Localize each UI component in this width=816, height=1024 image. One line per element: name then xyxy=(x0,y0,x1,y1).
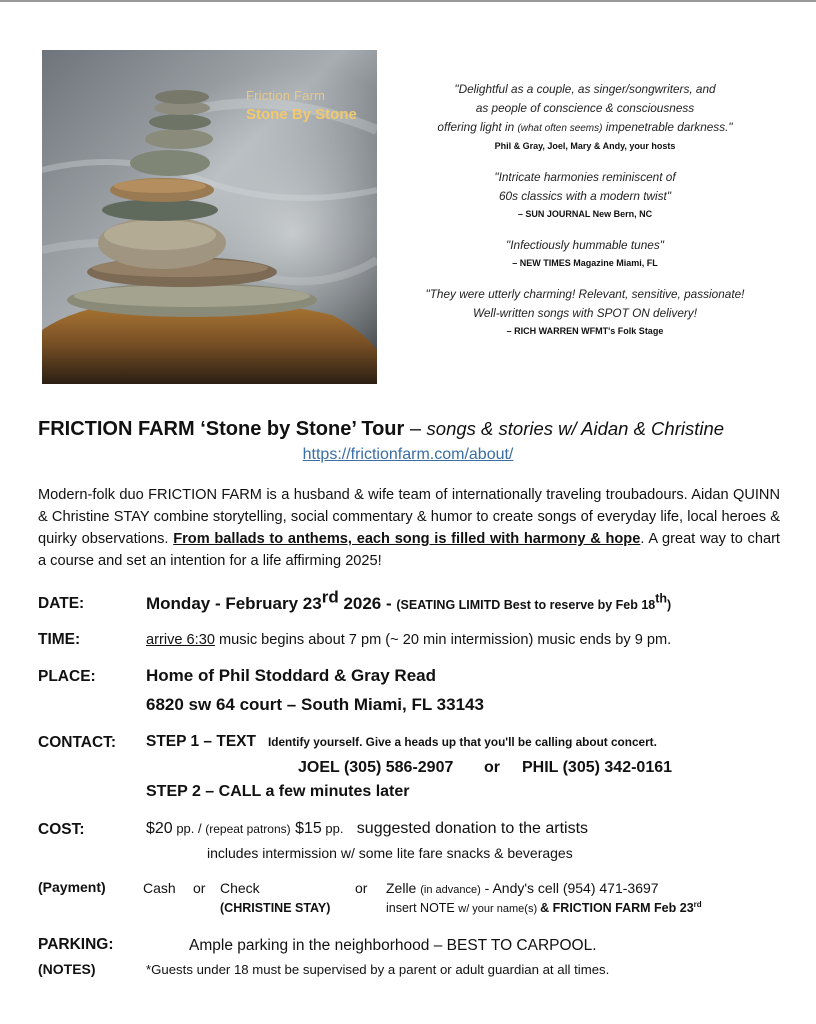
quote-line: "Infectiously hummable tunes" xyxy=(506,238,664,252)
payment-label: (Payment) xyxy=(38,879,106,895)
payment-note-text: w/ your name(s) xyxy=(458,903,541,915)
payment-zelle-label: Zelle xyxy=(386,880,421,896)
time-arrive: arrive 6:30 xyxy=(146,632,215,648)
quote-attribution: – RICH WARREN WFMT's Folk Stage xyxy=(506,326,664,336)
contact-or: or xyxy=(484,759,500,776)
place-host: Home of Phil Stoddard & Gray Read xyxy=(146,666,436,685)
quote-line: 60s classics with a modern twist" xyxy=(498,189,672,203)
payment-cash: Cash xyxy=(143,880,176,896)
time-label: TIME: xyxy=(38,631,81,648)
payment-note xyxy=(386,901,702,915)
quote-sun-journal xyxy=(395,168,775,222)
quote-attribution: – NEW TIMES Magazine Miami, FL xyxy=(512,258,658,268)
quote-line: Well-written songs with SPOT ON delivery! xyxy=(473,306,697,320)
payment-check-payee: (CHRISTINE STAY) xyxy=(220,901,331,915)
cost-repeat-note: (repeat patrons) xyxy=(205,822,291,836)
notes-label: (NOTES) xyxy=(38,961,96,977)
cost-pp: pp. xyxy=(321,821,344,836)
intro-tail: . A great way to chart a course and set an intention for a life affirming 2025! xyxy=(38,531,780,569)
album-title: Stone By Stone xyxy=(246,106,357,123)
contact-step2: STEP 2 – CALL a few minutes later xyxy=(146,783,410,800)
date-note: (SEATING LIMITD Best to reserve by Feb 18 xyxy=(396,598,656,612)
quote-line xyxy=(395,118,775,138)
quote-line: as people of conscience & consciousness xyxy=(475,101,695,115)
contact-phil-phone: PHIL (305) 342-0161 xyxy=(522,759,673,776)
quote-text: impenetrable darkness." xyxy=(602,120,733,134)
parking-text: Ample parking in the neighborhood – BEST TO CARPOOL. xyxy=(189,937,597,954)
payment-note-suffix: rd xyxy=(693,899,702,909)
stacked-stones-image xyxy=(42,50,377,384)
quote-attribution: – SUN JOURNAL New Bern, NC xyxy=(517,209,653,219)
album-cover xyxy=(42,50,377,384)
press-quotes xyxy=(395,80,775,353)
cost-suggested: suggested donation to the artists xyxy=(343,820,589,837)
payment-check: Check xyxy=(220,880,260,896)
tour-headline xyxy=(38,418,798,441)
quote-aside: (what often seems) xyxy=(517,123,603,134)
quote-text: offering light in xyxy=(437,120,518,134)
date-suffix: rd xyxy=(321,587,339,607)
date-note-end: ) xyxy=(667,598,672,612)
cost-label: COST: xyxy=(38,821,85,838)
time-details: music begins about 7 pm (~ 20 min intermission) music ends by 9 pm. xyxy=(214,632,672,648)
cost-repeat-price: $15 xyxy=(290,820,322,837)
parking-label: PARKING: xyxy=(38,936,114,953)
contact-step1-title: STEP 1 – TEXT xyxy=(146,733,256,750)
date-note-suffix: th xyxy=(655,591,668,606)
date-year: 2026 - xyxy=(338,594,397,613)
payment-or: or xyxy=(193,880,206,896)
quote-line: "Delightful as a couple, as singer/songwriters, and xyxy=(454,82,716,96)
quote-hosts xyxy=(395,80,775,154)
quote-line: "They were utterly charming! Relevant, sensitive, passionate! xyxy=(425,287,745,301)
payment-zelle xyxy=(386,880,659,896)
headline-subtitle: songs & stories w/ Aidan & Christine xyxy=(426,418,725,439)
payment-zelle-note: (in advance) xyxy=(420,884,481,896)
contact-step1-note: Identify yourself. Give a heads up that you'll be calling about concert. xyxy=(267,735,657,749)
top-border xyxy=(0,0,816,2)
cost-value xyxy=(146,820,588,838)
intro-paragraph xyxy=(38,484,780,572)
payment-zelle-phone: - Andy's cell (954) 471-3697 xyxy=(480,880,659,896)
contact-label: CONTACT: xyxy=(38,734,117,751)
cost-includes: includes intermission w/ some lite fare snacks & beverages xyxy=(207,845,573,861)
album-artist: Friction Farm xyxy=(246,88,326,103)
headline-title: FRICTION FARM ‘Stone by Stone’ Tour xyxy=(38,418,405,440)
notes-text: *Guests under 18 must be supervised by a parent or adult guardian at all times. xyxy=(146,962,610,977)
intro-text: Modern-folk duo FRICTION FARM is a husband & wife team of internationally traveling troubadours. Aidan QUINN & Christine STAY combine storytelling, social commentary & humor to create songs of everyday life, local heroes & quirky observations. xyxy=(38,487,780,547)
cost-price: $20 xyxy=(146,820,173,837)
payment-note-text: insert NOTE xyxy=(386,901,459,915)
cost-pp: pp. / xyxy=(172,821,206,836)
headline-dash: – xyxy=(404,418,427,440)
intro-highlight: From ballads to anthems, each song is filled with harmony & hope xyxy=(173,531,641,547)
quote-rich-warren xyxy=(395,285,775,339)
place-label: PLACE: xyxy=(38,668,96,685)
quote-line: "Intricate harmonies reminiscent of xyxy=(494,170,676,184)
quote-attribution: Phil & Gray, Joel, Mary & Andy, your hosts xyxy=(494,141,676,151)
date-main: Monday - February 23 xyxy=(146,594,322,613)
contact-step1 xyxy=(146,733,657,751)
time-value xyxy=(146,632,671,648)
date-label: DATE: xyxy=(38,595,85,612)
date-value xyxy=(146,587,672,614)
payment-or: or xyxy=(355,880,368,896)
contact-joel-phone: JOEL (305) 586-2907 xyxy=(298,759,454,776)
payment-note-bold: & FRICTION FARM Feb 23 xyxy=(540,901,694,915)
website-link[interactable]: https://frictionfarm.com/about/ xyxy=(302,446,514,463)
place-address: 6820 sw 64 court – South Miami, FL 33143 xyxy=(146,695,484,714)
quote-new-times xyxy=(395,236,775,271)
